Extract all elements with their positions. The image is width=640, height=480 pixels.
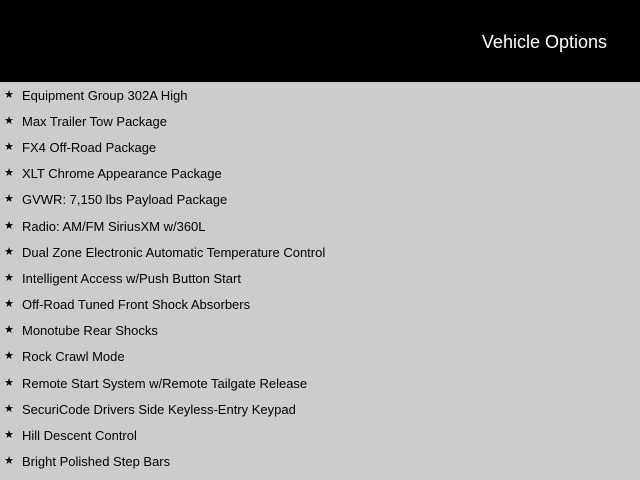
list-item	[0, 240, 640, 266]
star-icon: ★	[4, 402, 14, 415]
star-icon: ★	[4, 271, 14, 284]
list-item	[0, 318, 640, 344]
star-icon: ★	[4, 88, 14, 101]
option-label: Hill Descent Control	[22, 428, 137, 444]
star-icon: ★	[4, 350, 14, 363]
option-label: Rock Crawl Mode	[22, 349, 125, 365]
option-label: Off-Road Tuned Front Shock Absorbers	[22, 297, 251, 313]
list-item	[0, 266, 640, 292]
list-item	[0, 449, 640, 475]
header-bar	[0, 0, 640, 82]
list-item	[0, 135, 640, 161]
list-item	[0, 83, 640, 109]
option-label: SecuriCode Drivers Side Keyless-Entry Keypad	[22, 401, 296, 417]
option-label: Remote Start System w/Remote Tailgate Release	[22, 375, 308, 391]
vehicle-options-list	[0, 82, 640, 480]
list-item	[0, 344, 640, 370]
star-icon: ★	[4, 193, 14, 206]
list-item	[0, 161, 640, 187]
list-item	[0, 397, 640, 423]
option-label: FX4 Off-Road Package	[22, 139, 157, 155]
star-icon: ★	[4, 376, 14, 389]
star-icon: ★	[4, 245, 14, 258]
star-icon: ★	[4, 114, 14, 127]
option-label: Equipment Group 302A High	[22, 87, 188, 103]
page-title: Vehicle Options	[481, 32, 607, 52]
option-label: Radio: AM/FM SiriusXM w/360L	[22, 218, 206, 234]
star-icon: ★	[4, 429, 14, 442]
list-item	[0, 423, 640, 449]
option-label: GVWR: 7,150 lbs Payload Package	[22, 192, 228, 208]
option-label: XLT Chrome Appearance Package	[22, 166, 222, 182]
list-item	[0, 187, 640, 213]
star-icon: ★	[4, 298, 14, 311]
list-item	[0, 213, 640, 239]
star-icon: ★	[4, 219, 14, 232]
star-icon: ★	[4, 455, 14, 468]
star-icon: ★	[4, 141, 14, 154]
star-icon: ★	[4, 324, 14, 337]
option-label: Monotube Rear Shocks	[22, 323, 158, 339]
option-label: Max Trailer Tow Package	[22, 113, 167, 129]
option-label: Bright Polished Step Bars	[22, 454, 171, 470]
option-label: Dual Zone Electronic Automatic Temperature Control	[22, 244, 326, 260]
star-icon: ★	[4, 167, 14, 180]
option-label: Intelligent Access w/Push Button Start	[22, 270, 241, 286]
list-item	[0, 292, 640, 318]
list-item	[0, 371, 640, 397]
list-item	[0, 109, 640, 135]
